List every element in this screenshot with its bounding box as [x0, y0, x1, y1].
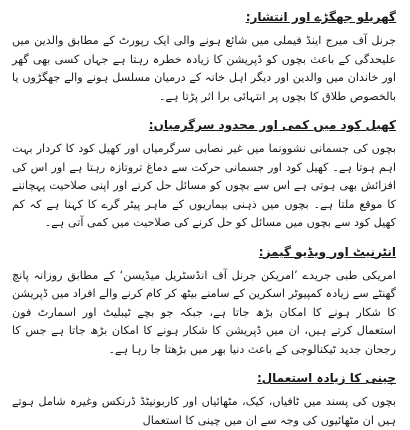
section-internet-video-games — [12, 243, 396, 360]
section-reduced-play — [12, 116, 396, 233]
section-paragraph: جرنل آف میرج اینڈ فیملی میں شائع ہونے والی ایک رپورٹ کے مطابق والدین میں علیحدگی کے باعث بچوں کو ڈپریشن کا زیادہ خطرہ رہتا ہے جہاں کسی بھی گھر اور خاندان میں والدین اور دیگر اہل خانہ کے درمیان مسلسل ہونے والے جھگڑوں یا بالخصوص طلاق کا بچوں پر انتہائی برا اثر پڑتا ہے۔ — [12, 34, 396, 103]
section-paragraph: امریکی طبی جریدے ’امریکن جرنل آف انڈسٹریل میڈیسن‘ کے مطابق روزانہ پانچ گھنٹے سے زیادہ کمپیوٹر اسکرین کے سامنے بیٹھ کر کام کرنے والے افراد میں ڈپریشن کا شکار ہونے کا امکان بڑھ جاتا ہے، جبکہ جو بچے ٹیبلیٹ اور اسمارٹ فون استعمال کرتے ہیں، ان میں ڈپریشن کا شکار ہونے کا امکان بڑھ جاتا ہے جس کا رجحان جدید ٹیکنالوجی کے باعث دنیا بھر میں بڑھتا جا رہا ہے۔ — [12, 268, 396, 356]
section-heading: چینی کا زیادہ استعمال: — [256, 371, 396, 385]
section-paragraph: بچوں کی جسمانی نشوونما میں غیر نصابی سرگرمیاں اور کھیل کود کا کردار بہت اہم ہوتا ہے۔ کھیل کود اور جسمانی حرکت سے دماغ تروتازہ رہتا ہے اور اس کی افزائش بھی ہوتی ہے اس سے بچوں کو مسائل حل کرنے اور اپنی صلاحیت پہچاننے کا موقع ملتا ہے۔ بچوں میں ذہنی بیماریوں کے ماہر پیٹر گرے کا کہنا ہے کہ کم کھیل کود سے بچوں میں مسائل کو حل کرنے کی صلاحیت میں کمی آتی ہے۔ — [12, 142, 396, 229]
section-heading: گھریلو جھگڑے اور انتشار: — [245, 10, 396, 24]
section-heading: انٹرنیٹ اور ویڈیو گیمز: — [258, 244, 396, 259]
section-heading: کھیل کود میں کمی اور محدود سرگرمیاں: — [148, 118, 396, 132]
section-family-conflict — [12, 8, 396, 106]
section-excess-sugar — [12, 369, 396, 430]
section-paragraph: بچوں کی پسند میں ٹافیاں، کیک، مٹھائیاں اور کاربونیٹڈ ڈرنکس وغیرہ شامل ہوتے ہیں ان مٹھائیوں کی وجہ سے ان میں چینی کا استعمال — [12, 395, 396, 427]
